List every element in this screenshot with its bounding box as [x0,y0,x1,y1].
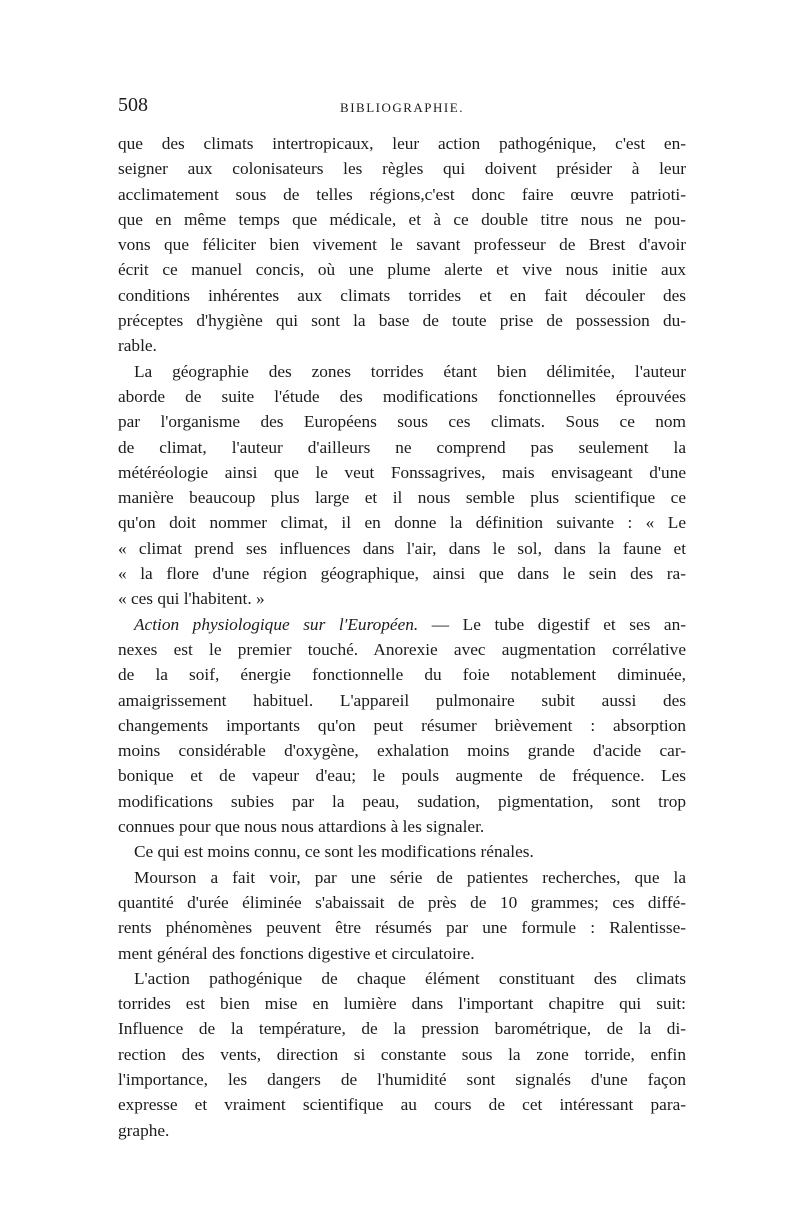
text-line: de climat, l'auteur d'ailleurs ne comprend pas seulement la [118,437,686,457]
text-line: bonique et de vapeur d'eau; le pouls augmente de fréquence. Les [118,766,686,786]
text-line: La géographie des zones torrides étant bien délimitée, l'auteur [134,361,686,381]
text-line: météréologie ainsi que le veut Fonssagrives, mais envisageant d'une [118,462,686,482]
text-line: moins considérable d'oxygène, exhalation moins grande d'acide car- [118,741,686,761]
text-line: « la flore d'une région géographique, ainsi que dans le sein des ra- [118,564,686,584]
page-number: 508 [118,94,148,116]
text-line: vons que féliciter bien vivement le savant professeur de Brest d'avoir [118,235,686,255]
text-line: rable. [118,336,157,356]
line-text: — Le tube digestif et ses an- [418,614,686,634]
text-line: que en même temps que médicale, et à ce double titre nous ne pou- [118,209,686,229]
text-line: connues pour que nous nous attardions à les signaler. [118,817,485,837]
text-line: préceptes d'hygiène qui sont la base de toute prise de possession du- [118,311,686,331]
text-line: ment général des fonctions digestive et circulatoire. [118,943,475,963]
running-title: BIBLIOGRAPHIE. [340,100,464,115]
text-line: Ce qui est moins connu, ce sont les modifications rénales. [134,842,534,862]
text-line [118,612,686,637]
text-line: L'action pathogénique de chaque élément constituant des climats [134,968,686,988]
text-line: torrides est bien mise en lumière dans l'important chapitre qui suit: [118,994,686,1014]
text-line: qu'on doit nommer climat, il en donne la définition suivante : « Le [118,513,686,533]
text-line: aborde de suite l'étude des modifications fonctionnelles éprouvées [118,386,686,406]
text-line: rection des vents, direction si constante sous la zone torride, enfin [118,1044,686,1064]
page-header [118,94,686,124]
text-line: conditions inhérentes aux climats torrides et en fait découler des [118,285,686,305]
text-line: que des climats intertropicaux, leur action pathogénique, c'est en- [118,134,686,153]
text-line: acclimatement sous de telles régions,c'est donc faire œuvre patrioti- [118,184,686,204]
text-line: amaigrissement habituel. L'appareil pulmonaire subit aussi des [118,690,686,710]
italic-heading: Action physiologique sur l'Européen. [134,614,419,634]
text-line: modifications subies par la peau, sudation, pigmentation, sont trop [118,791,686,811]
text-line: écrit ce manuel concis, où une plume alerte et vive nous initie aux [118,260,686,280]
text-line: seigner aux colonisateurs les règles qui doivent présider à leur [118,159,686,179]
text-line: rents phénomènes peuvent être résumés par une formule : Ralentisse- [118,918,686,938]
text-line: de la soif, énergie fonctionnelle du foie notablement diminuée, [118,665,686,685]
text-line: « ces qui l'habitent. » [118,589,265,609]
text-line: expresse et vraiment scientifique au cours de cet intéressant para- [118,1095,686,1115]
text-line: quantité d'urée éliminée s'abaissait de près de 10 grammes; ces diffé- [118,892,686,912]
text-line: Influence de la température, de la pression barométrique, de la di- [118,1019,686,1039]
text-line: manière beaucoup plus large et il nous semble plus scientifique ce [118,488,686,508]
text-line: nexes est le premier touché. Anorexie avec augmentation corrélative [118,639,686,659]
text-line: l'importance, les dangers de l'humidité sont signalés d'une façon [118,1069,686,1089]
text-line: Mourson a fait voir, par une série de patientes recherches, que la [134,867,686,887]
text-line: graphe. [118,1120,170,1140]
body-text [118,131,686,1143]
text-line: changements importants qu'on peut résumer brièvement : absorption [118,715,686,735]
text-line: par l'organisme des Européens sous ces climats. Sous ce nom [118,412,686,432]
text-line: « climat prend ses influences dans l'air, dans le sol, dans la faune et [118,538,686,558]
